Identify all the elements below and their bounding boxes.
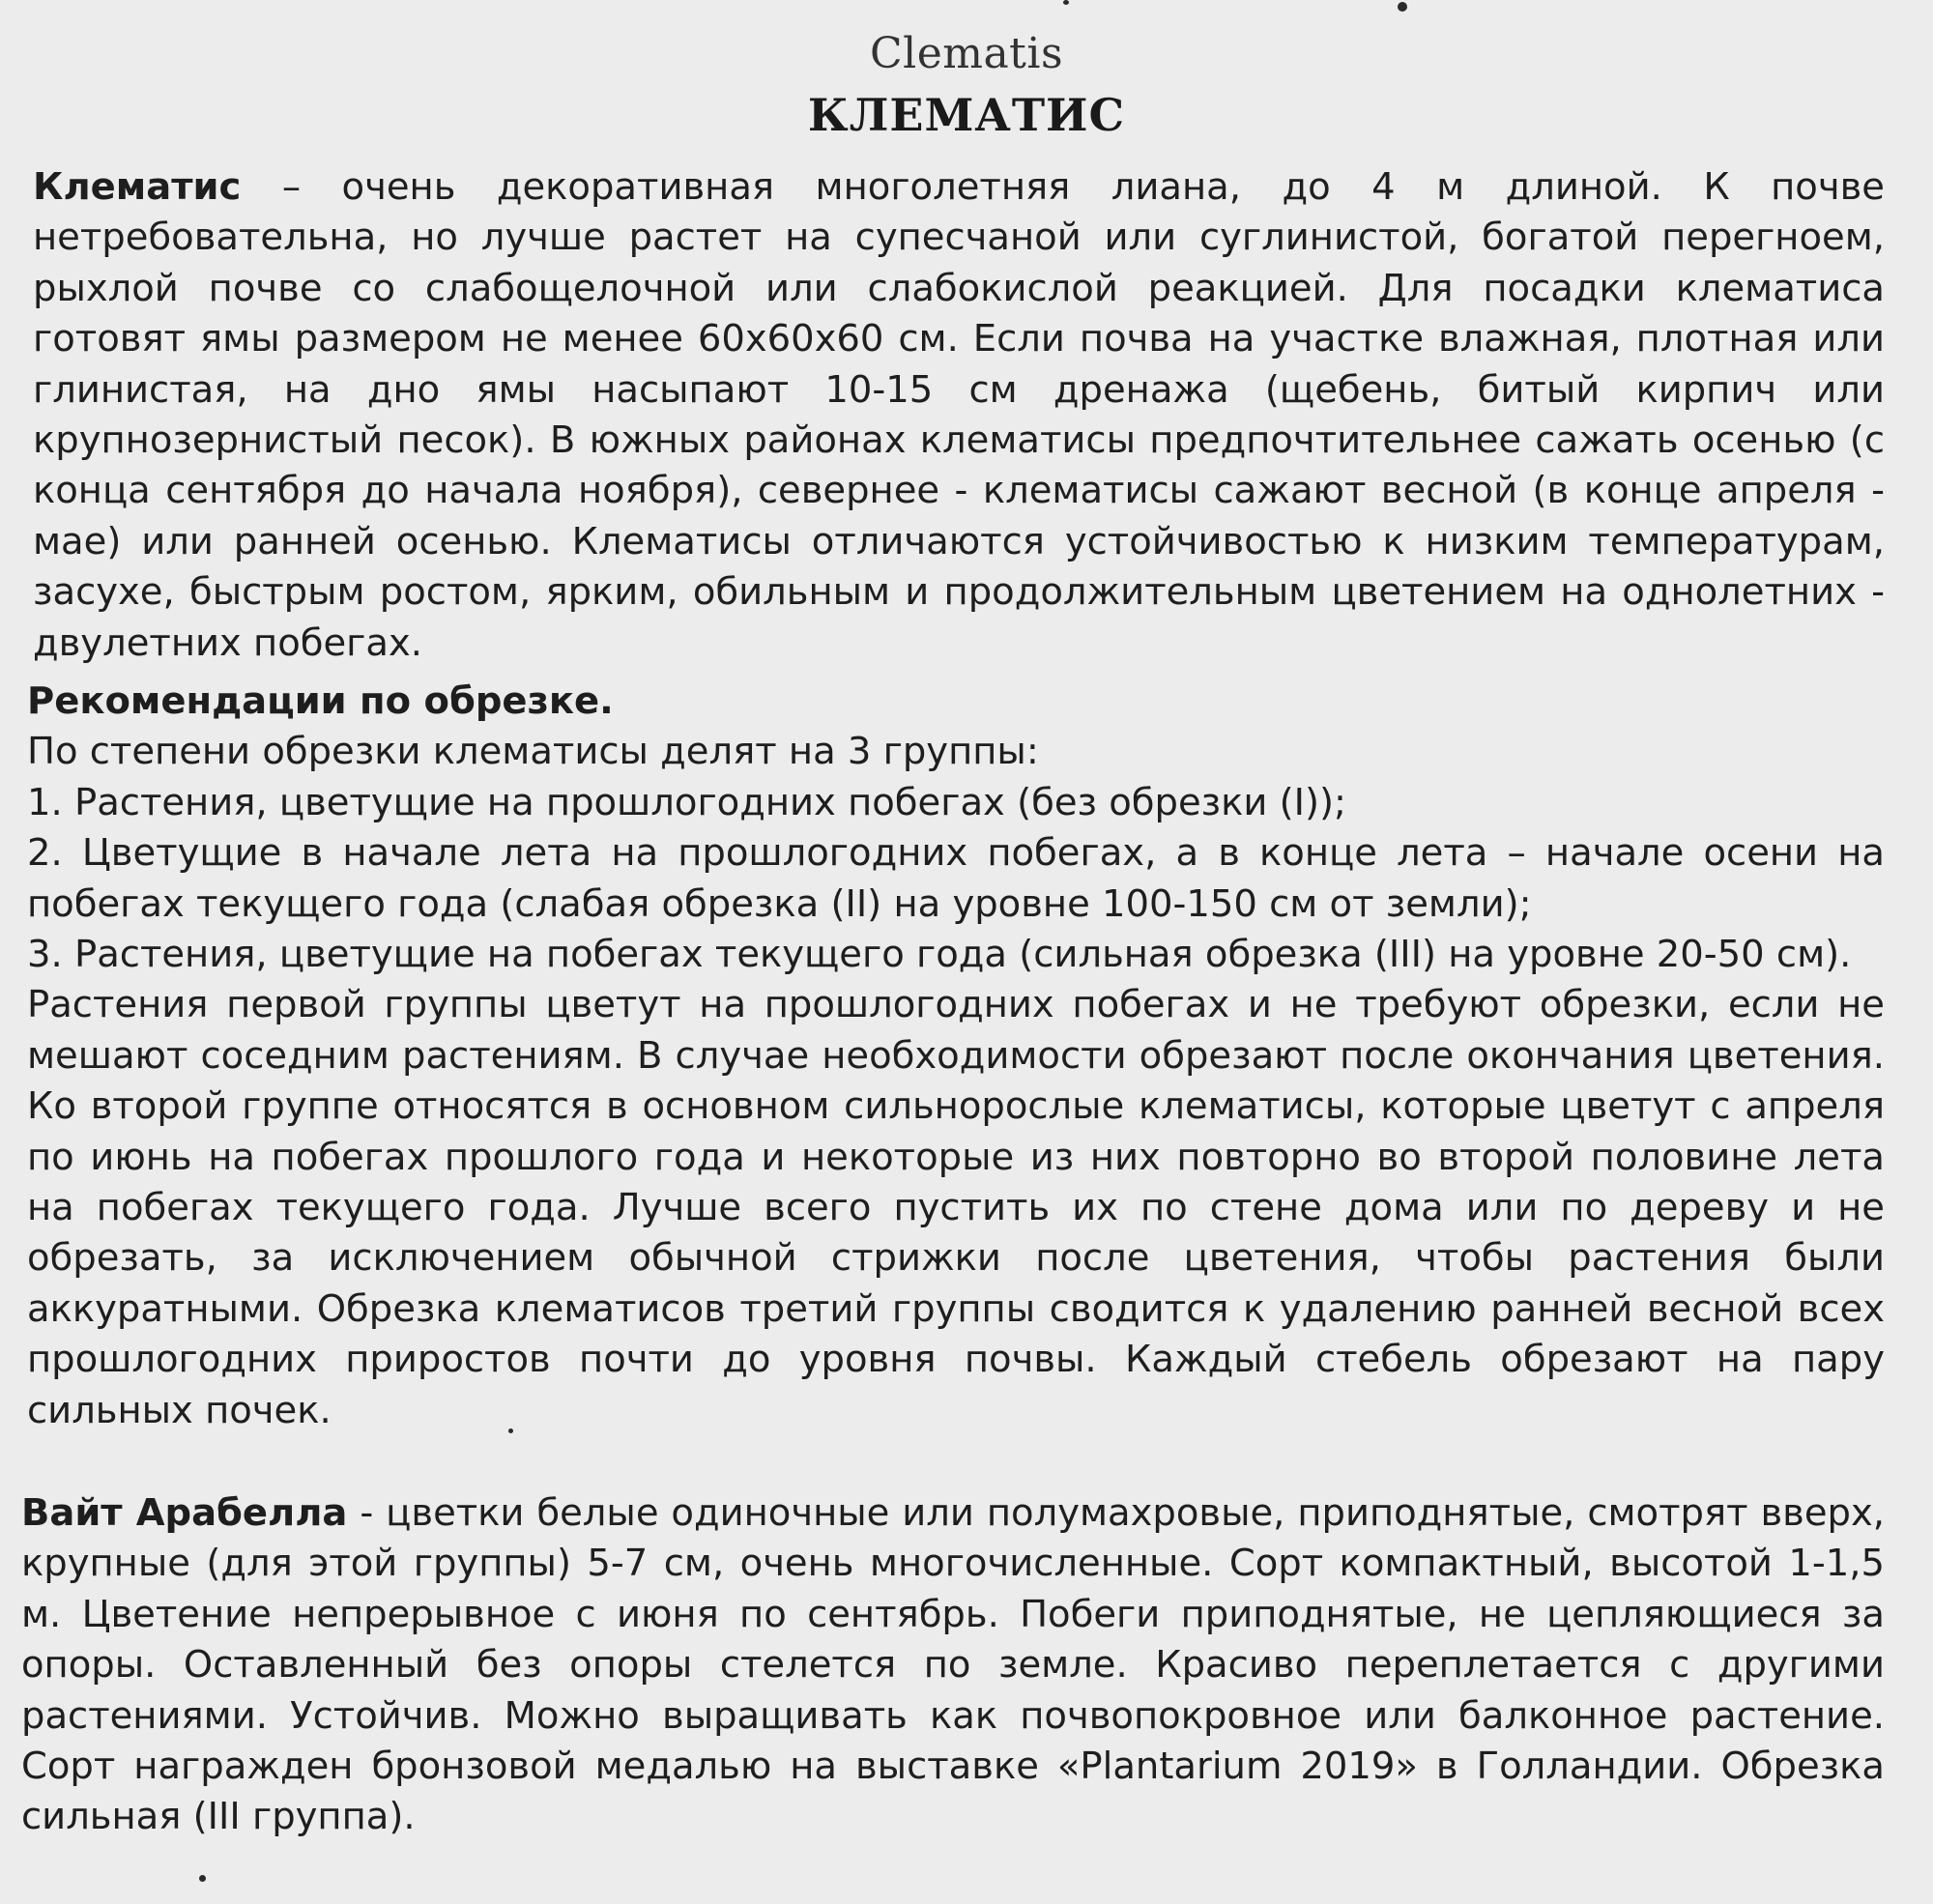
pruning-section bbox=[27, 677, 1885, 1436]
dust-speck bbox=[1398, 2, 1407, 12]
dust-speck bbox=[508, 1428, 513, 1433]
latin-title: Clematis bbox=[869, 29, 1064, 78]
pruning-group-3: 3. Растения, цветущие на побегах текущего года (сильная обрезка (III) на уровне 20-50 см). bbox=[27, 933, 1852, 977]
intro-body: – очень декоративная многолетняя лиана, до 4 м длиной. К почве нетребовательна, но лучше растет на супесчаной или суглинистой, богатой перегноем, рыхлой почве со слабощелочной или слабокислой реакцией. Для посадки клематиса готовят ямы размером не менее 60х60х60 см. Если почва на участке влажная, плотная или глинистая, на дно ямы насыпают 10-15 см дренажа (щебень, битый кирпич или крупнозернистый песок). В южных районах клематисы предпочтительнее сажать осенью (с конца сентября до начала ноября), севернее - клематисы сажают весной (в конце апреля - мае) или ранней осенью. Клематисы отличаются устойчивостью к низким температурам, засухе, быстрым ростом, ярким, обильным и продолжительным цветением на однолетних - двулетних побегах. bbox=[33, 165, 1885, 665]
page-title: КЛЕМАТИС bbox=[807, 89, 1126, 141]
intro-text bbox=[33, 162, 1885, 669]
pruning-lead: По степени обрезки клематисы делят на 3 группы: bbox=[27, 730, 1039, 774]
variety-text bbox=[21, 1488, 1885, 1843]
variety-body: - цветки белые одиночные или полумахровые, приподнятые, смотрят вверх, крупные (для этой группы) 5-7 см, очень многочисленные. Сорт компактный, высотой 1-1,5 м. Цветение непрерывное с июня по сентябрь. Побеги приподнятые, не цепляющиеся за опоры. Оставленный без опоры стелется по земле. Красиво переплетается с другими растениями. Устойчив. Можно выращивать как почвопокровное или балконное растение. Сорт награжден бронзовой медалью на выставке «Plantarium 2019» в Голландии. Обрезка сильная (III группа). bbox=[21, 1491, 1885, 1839]
intro-paragraph bbox=[33, 162, 1885, 669]
pruning-text: Растения первой группы цветут на прошлогодних побегах и не требуют обрезки, если не мешают соседним растениям. В случае необходимости обрезают после окончания цветения. Ко второй группе относятся в основном сильнорослые клематисы, которые цветут с апреля по июнь на побегах прошлого года и некоторые из них повторно во второй половине лета на побегах текущего года. Лучше всего пустить их по стене дома или по дереву и не обрезать, за исключением обычной стрижки после цветения, чтобы растения были аккуратными. Обрезка клематисов третий группы сводится к удалению ранней весной всех прошлогодних приростов почти до уровня почвы. Каждый стебель обрезают на пару сильных почек. bbox=[27, 983, 1885, 1432]
variety-paragraph bbox=[21, 1488, 1885, 1843]
intro-term: Клематис bbox=[33, 165, 242, 209]
pruning-group-1: 1. Растения, цветущие на прошлогодних побегах (без обрезки (I)); bbox=[27, 780, 1347, 824]
dust-speck bbox=[1063, 0, 1069, 5]
pruning-group-2: 2. Цветущие в начале лета на прошлогодних побегах, а в конце лета – начале осени на побегах текущего года (слабая обрезка (II) на уровне 100-150 см от земли); bbox=[27, 831, 1885, 926]
dust-speck bbox=[199, 1875, 206, 1882]
pruning-heading: Рекомендации по обрезке. bbox=[27, 679, 614, 723]
variety-name: Вайт Арабелла bbox=[21, 1491, 348, 1535]
